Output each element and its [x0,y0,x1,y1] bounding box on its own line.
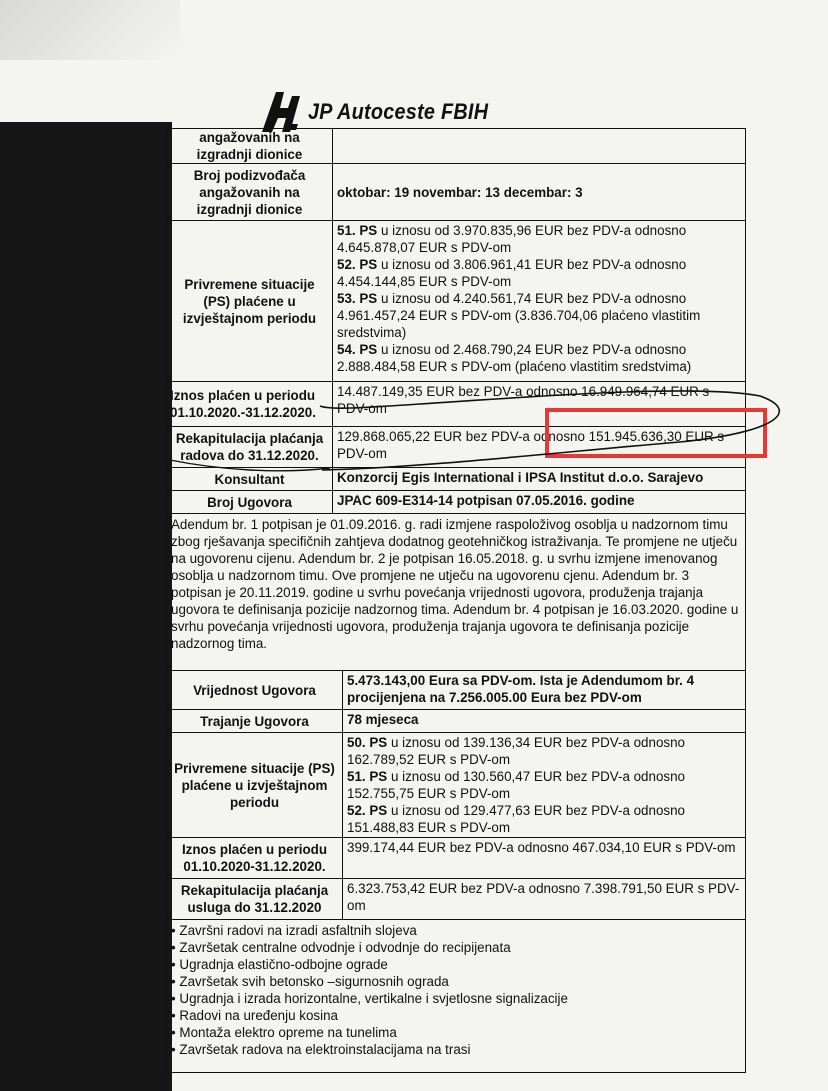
row-label: Konsultant [167,468,333,490]
row-value: Konzorcij Egis International i IPSA Institut d.o.o. Sarajevo [337,470,704,485]
table-row [166,491,746,514]
table-row [166,879,746,920]
row-value: 78 mjeseca [347,712,419,727]
list-item: • Završetak centralne odvodnje i odvodnje do recipijenata [171,939,568,956]
table-row [166,710,746,733]
row-value: JPAC 609-E314-14 potpisan 07.05.2016. godine [337,493,635,508]
table-row [166,838,746,879]
company-name: JP Autoceste FBIH [308,99,489,124]
table-row [166,427,746,468]
report-body [166,128,746,1073]
row-value: oktobar: 19 novembar: 13 decembar: 3 [337,184,583,200]
row-label: Privremene situacije (PS) plaćene u izvještajnom periodu [167,221,333,381]
row-label: Broj Ugovora [167,491,333,513]
row-label: Trajanje Ugovora [167,710,343,732]
list-item: 52. PS u iznosu od 129.477,63 EUR bez PDV-a odnosno 151.488,83 EUR s PDV-om [347,803,685,835]
list-item: • Montaža elektro opreme na tunelima [171,1024,568,1041]
row-label: Iznos plaćen u periodu 01.10.2020.-31.12.2020. [167,382,333,426]
list-item: • Radovi na uređenju kosina [171,1007,568,1024]
list-item: 52. PS u iznosu od 3.806.961,41 EUR bez PDV-a odnosno 4.454.144,85 EUR s PDV-om [337,257,687,289]
list-item: • Ugradnja elastično-odbojne ograde [171,956,568,973]
row-value: 14.487.149,35 EUR bez PDV-a odnosno 16.949.964,74 EUR s PDV-om [337,384,710,416]
list-item: • Završni radovi na izradi asfaltnih slojeva [171,922,568,939]
row-value: 5.473.143,00 Eura sa PDV-om. Ista je Adendumom br. 4 procijenjena na 7.256.005.00 Eura bez PDV-om [347,673,695,705]
table-row [166,468,746,491]
list-item: 54. PS u iznosu od 2.468.790,24 EUR bez PDV-a odnosno 2.888.484,58 EUR s PDV-om (plaćeno vlastitim sredstvima) [337,342,692,374]
list-item: • Završetak svih betonsko –sigurnosnih ograda [171,973,568,990]
ps-list [333,221,745,381]
scan-shadow [0,0,180,60]
list-item: 50. PS u iznosu od 139.136,34 EUR bez PDV-a odnosno 162.789,52 EUR s PDV-om [347,735,685,767]
row-label: Rekapitulacija plaćanja radova do 31.12.2020. [167,427,333,467]
addenda-paragraph: Adendum br. 1 potpisan je 01.09.2016. g. radi izmjene raspoloživog osoblja u nadzornom timu zbog rješavanja specifičnih zahtjeva dodatnog geotehničkog istraživanja. Te promjene ne utječu na ugovorenu cijenu. Adendum br. 2 je potpisan 16.05.2018. g. u svrhu izmjene imenovanog osoblja u nadzornom timu. Ove promjene ne utječu na ugovorenu cjenu. Adendum br. 3 potpisan je 20.11.2019. godine u svrhu povećanja vrijednosti ugovora, produženja trajanja ugovora te definisanja pozicije nadzornog tima. Adendum br. 4 potpisan je 16.03.2020. godine u svrhu povećanja vrijednosti ugovora, produženja trajanja ugovora te definisanja pozicije nadzornog tima. [166,514,746,671]
row-label: Rekapitulacija plaćanja usluga do 31.12.2020 [167,879,343,919]
table-row [166,382,746,427]
ps-list [343,733,745,837]
row-label: angažovanih na izgradnji dionice [167,129,333,163]
recap-value-highlighted: 129.868.065,22 EUR bez PDV-a odnosno 151.945.636,30 EUR s PDV-om [337,429,725,461]
row-label: Privremene situacije (PS) plaćene u izvještajnom periodu [167,733,343,837]
list-item: 51. PS u iznosu od 130.560,47 EUR bez PDV-a odnosno 152.755,75 EUR s PDV-om [347,769,685,801]
table-row [166,128,746,164]
list-item: 51. PS u iznosu od 3.970.835,96 EUR bez PDV-a odnosno 4.645.878,07 EUR s PDV-om [337,223,687,255]
row-label: Vrijednost Ugovora [167,671,343,709]
table-row [166,733,746,838]
list-item: 53. PS u iznosu od 4.240.561,74 EUR bez PDV-a odnosno 4.961.457,24 EUR s PDV-om (3.836.704,06 plaćeno vlastitim sredstvima) [337,291,701,340]
row-value: 6.323.753,42 EUR bez PDV-a odnosno 7.398.791,50 EUR s PDV-om [347,881,740,913]
list-item: • Završetak radova na elektroinstalacijama na trasi [171,1041,568,1058]
table-row [166,221,746,382]
list-item: • Ugradnja i izrada horizontalne, vertikalne i svjetlosne signalizacije [171,990,568,1007]
works-list [166,920,746,1073]
row-value [333,129,745,163]
left-margin-band [0,122,172,1091]
row-value: 399.174,44 EUR bez PDV-a odnosno 467.034,10 EUR s PDV-om [347,840,736,855]
row-label: Iznos plaćen u periodu 01.10.2020-31.12.2020. [167,838,343,878]
table-row [166,164,746,221]
row-label: Broj podizvođača angažovanih na izgradnji dionice [167,164,333,220]
table-row [166,671,746,710]
